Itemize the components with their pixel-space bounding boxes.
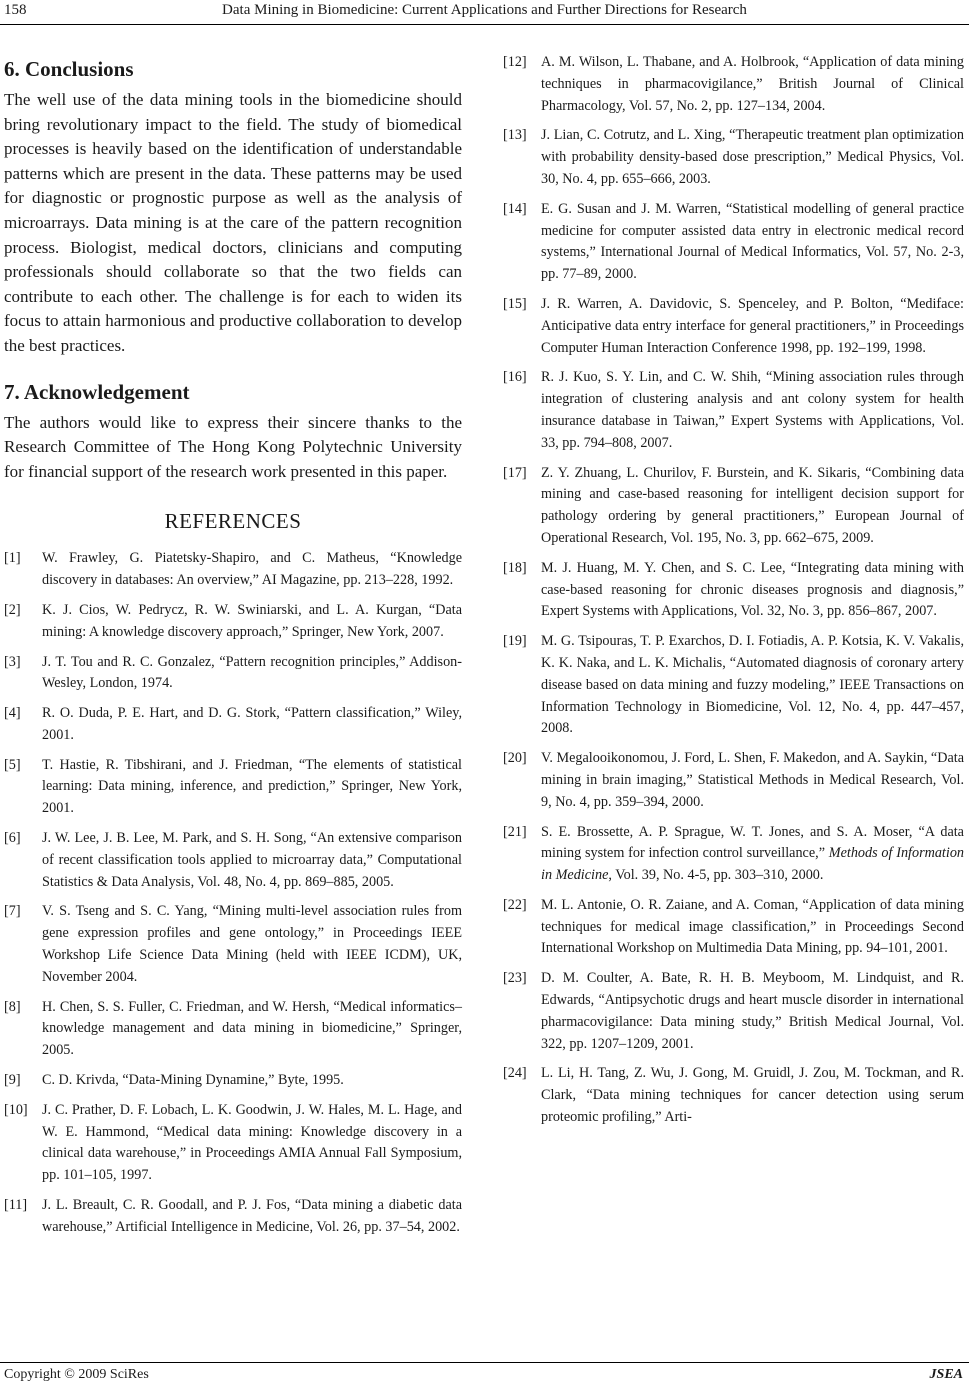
reference-text: R. O. Duda, P. E. Hart, and D. G. Stork, “Pattern classification,” Wiley, 2001. (42, 705, 462, 743)
reference-text: M. L. Antonie, O. R. Zaiane, and A. Coman, “Application of data mining techniques for medical image classification,” in Proceedings Second International Workshop on Multimedia Data Mining, pp. 94–101, 2001. (541, 896, 964, 957)
reference-text: Z. Y. Zhuang, L. Churilov, F. Burstein, and K. Sikaris, “Combining data mining and case-based reasoning for intelligent decision support for pathology ordering by general practitioners,” European Journal of Operational Research, Vol. 195, No. 3, pp. 662–675, 2009. (541, 464, 964, 546)
reference-item (4, 997, 462, 1062)
reference-number: [13] (503, 127, 527, 144)
left-column (4, 56, 462, 1247)
reference-number: [22] (503, 896, 527, 913)
reference-text: K. J. Cios, W. Pedrycz, R. W. Swiniarski, and L. A. Kurgan, “Data mining: A knowledge discovery approach,” Springer, New York, 2007. (42, 601, 462, 640)
reference-text: T. Hastie, R. Tibshirani, and J. Friedman, “The elements of statistical learning: Data mining, inference, and prediction,” Springer, New York, 2001. (42, 756, 462, 817)
reference-item (503, 463, 964, 550)
journal-name: JSEA (929, 1367, 963, 1382)
right-column (503, 52, 964, 1137)
footer-divider (0, 1362, 969, 1363)
reference-number: [6] (4, 830, 21, 847)
reference-number: [11] (4, 1197, 28, 1214)
reference-number: [5] (4, 756, 21, 773)
reference-text (541, 822, 964, 887)
reference-item (4, 1070, 462, 1092)
reference-item (503, 558, 964, 623)
reference-item (503, 968, 964, 1055)
reference-number: [21] (503, 823, 527, 840)
header-divider (0, 24, 969, 25)
reference-number: [18] (503, 559, 527, 576)
reference-item (4, 1100, 462, 1187)
reference-number: [12] (503, 54, 527, 70)
reference-number: [10] (4, 1101, 28, 1118)
reference-item (4, 1195, 462, 1239)
reference-journal-italic: Methods of Information in Medicine (541, 845, 965, 884)
reference-number: [19] (503, 633, 527, 650)
reference-item (503, 125, 964, 190)
reference-number: [4] (4, 705, 21, 722)
reference-item (503, 1063, 964, 1128)
reference-text: J. R. Warren, A. Davidovic, S. Spenceley, and P. Bolton, “Mediface: Anticipative data entry interface for general practitioners,” in Proceedings Computer Human Interaction Conference 1998, pp. 192–199, 1998. (541, 295, 964, 356)
reference-item (4, 828, 462, 893)
reference-text: J. Lian, C. Cotrutz, and L. Xing, “Therapeutic treatment plan optimization with probability density-based dose prescription,” Medical Physics, Vol. 30, No. 4, pp. 655–666, 2003. (541, 127, 964, 187)
reference-text: J. T. Tou and R. C. Gonzalez, “Pattern recognition principles,” Addison-Wesley, London, 1974. (42, 653, 462, 692)
reference-text: C. D. Krivda, “Data-Mining Dynamine,” Byte, 1995. (42, 1072, 344, 1089)
page-number: 158 (4, 2, 27, 18)
conclusions-heading: 6. Conclusions (4, 57, 134, 81)
reference-number: [8] (4, 998, 21, 1015)
reference-text: H. Chen, S. S. Fuller, C. Friedman, and W. Hersh, “Medical informatics–knowledge management and data mining in biomedicine,” Springer, 2005. (42, 998, 462, 1059)
running-title: Data Mining in Biomedicine: Current Applications and Further Directions for Research (222, 2, 747, 18)
reference-text: V. S. Tseng and S. C. Yang, “Mining multi-level association rules from gene expression profiles and gene ontology,” in Proceedings IEEE Workshop Life Science Data Mining (held with IEEE ICDM), UK, November 2004. (42, 903, 462, 985)
reference-text: W. Frawley, G. Piatetsky-Shapiro, and C. Matheus, “Knowledge discovery in databases: An overview,” AI Magazine, pp. 213–228, 1992. (42, 550, 462, 589)
references-heading: REFERENCES (164, 509, 302, 534)
reference-text: D. M. Coulter, A. Bate, R. H. B. Meyboom, M. Lindquist, and R. Edwards, “Antipsychotic drugs and heart muscle disorder in international pharmacovigilance: Data mining study,” British Medical Journal, Vol. 322, pp. 1207–1209, 2001. (541, 970, 964, 1052)
reference-number: [14] (503, 200, 527, 217)
reference-number: [7] (4, 903, 21, 920)
reference-item (503, 895, 964, 960)
page-footer (0, 1366, 969, 1384)
reference-number: [15] (503, 295, 527, 312)
reference-number: [24] (503, 1065, 527, 1082)
reference-text: M. G. Tsipouras, T. P. Exarchos, D. I. Fotiadis, A. P. Kotsia, K. V. Vakalis, K. K. Naka, and L. K. Michalis, “Automated diagnosis of coronary artery disease based on data mining and fuzzy modeling,” IEEE Transactions on Information Technology in Biomedicine, Vol. 12, No. 4, pp. 447–457, 2008. (541, 633, 964, 737)
reference-item (4, 703, 462, 747)
reference-item (503, 631, 964, 740)
reference-number: [17] (503, 464, 527, 481)
reference-number: [1] (4, 550, 21, 567)
reference-text: E. G. Susan and J. M. Warren, “Statistical modelling of general practice medicine for computer assisted data entry in electronic medical record systems,” International Journal of Medical Informatics, Vol. 57, No. 2-3, pp. 77–89, 2000. (541, 200, 964, 283)
reference-text: R. J. Kuo, S. Y. Lin, and C. W. Shih, “Mining association rules through integration of clustering analysis and ant colony system for health insurance database in Taiwan,” Expert Systems with Applications, Vol. 33, pp. 794–808, 2007. (541, 369, 964, 451)
reference-item (4, 901, 462, 988)
reference-text: V. Megalooikonomou, J. Ford, L. Shen, F. Makedon, and A. Saykin, “Data mining in brain imaging,” Statistical Methods in Medical Research, Vol. 9, No. 4, pp. 359–394, 2000. (541, 750, 965, 810)
conclusions-paragraph: The well use of the data mining tools in the biomedicine should bring revolutionary impact to the field. The study of biomedical processes is heavily based on the identification of understandable patterns which are present in the data. These patterns may be used for diagnostic or prognostic purpose as well as the analysis of microarrays. Data mining is at the care of the pattern recognition process. Biologist, medical doctors, clinicians and computing professionals should collaborate so that the two fields can contribute to each other. The challenge is for each to widen its focus to attain harmonious and productive collaboration to develop the best practices. (4, 90, 462, 355)
reference-number: [2] (4, 601, 21, 618)
reference-text: J. L. Breault, C. R. Goodall, and P. J. Fos, “Data mining a diabetic data warehouse,” Artificial Intelligence in Medicine, Vol. 26, pp. 37–54, 2002. (42, 1197, 462, 1235)
reference-number: [23] (503, 970, 527, 987)
reference-item (503, 52, 964, 117)
reference-text: M. J. Huang, M. Y. Chen, and S. C. Lee, “Integrating data mining with case-based reasoning for chronic diseases prognosis and diagnosis,” Expert Systems with Applications, Vol. 32, No. 3, pp. 856–867, 2007. (541, 559, 964, 620)
reference-item (503, 367, 964, 454)
acknowledgement-heading: 7. Acknowledgement (4, 379, 190, 404)
reference-number: [16] (503, 369, 527, 386)
reference-number: [9] (4, 1072, 21, 1089)
copyright-notice: Copyright © 2009 SciRes (4, 1367, 149, 1382)
page-header (0, 0, 969, 24)
reference-item (503, 748, 964, 813)
reference-text: J. W. Lee, J. B. Lee, M. Park, and S. H. Song, “An extensive comparison of recent classification tools applied to microarray data,” Computational Statistics & Data Analysis, Vol. 48, No. 4, pp. 869–885, 2005. (42, 830, 462, 890)
reference-item (503, 822, 964, 887)
reference-text: J. C. Prather, D. F. Lobach, L. K. Goodwin, J. W. Hales, M. L. Hage, and W. E. Hammond, “Medical data mining: Knowledge discovery in a clinical data warehouse,” in Proceedings AMIA Annual Fall Symposium, pp. 101–105, 1997. (42, 1101, 462, 1184)
reference-number: [20] (503, 750, 527, 767)
reference-item (4, 548, 462, 592)
reference-item (4, 600, 462, 644)
reference-item (503, 294, 964, 359)
reference-item (4, 652, 462, 696)
acknowledgement-paragraph: The authors would like to express their sincere thanks to the Research Committee of The Hong Kong Polytechnic University for financial support of the research work presented in this paper. (4, 412, 462, 481)
reference-number: [3] (4, 653, 21, 670)
reference-text: A. M. Wilson, L. Thabane, and A. Holbrook, “Application of data mining techniques in pharmacovigilance,” British Journal of Clinical Pharmacology, Vol. 57, No. 2, pp. 127–134, 2004. (541, 54, 964, 114)
reference-text-start: S. E. Brossette, A. P. Sprague, W. T. Jones, and S. A. Moser, “A data mining system for infection control surveillance,” (541, 823, 964, 862)
reference-text-end: , Vol. 39, No. 4-5, pp. 303–310, 2000. (608, 867, 824, 884)
reference-text: L. Li, H. Tang, Z. Wu, J. Gong, M. Gruidl, J. Zou, M. Tockman, and R. Clark, “Data mining techniques for cancer detection using serum proteomic profiling,” Arti- (541, 1065, 964, 1126)
reference-item (503, 199, 964, 286)
reference-item (4, 755, 462, 820)
